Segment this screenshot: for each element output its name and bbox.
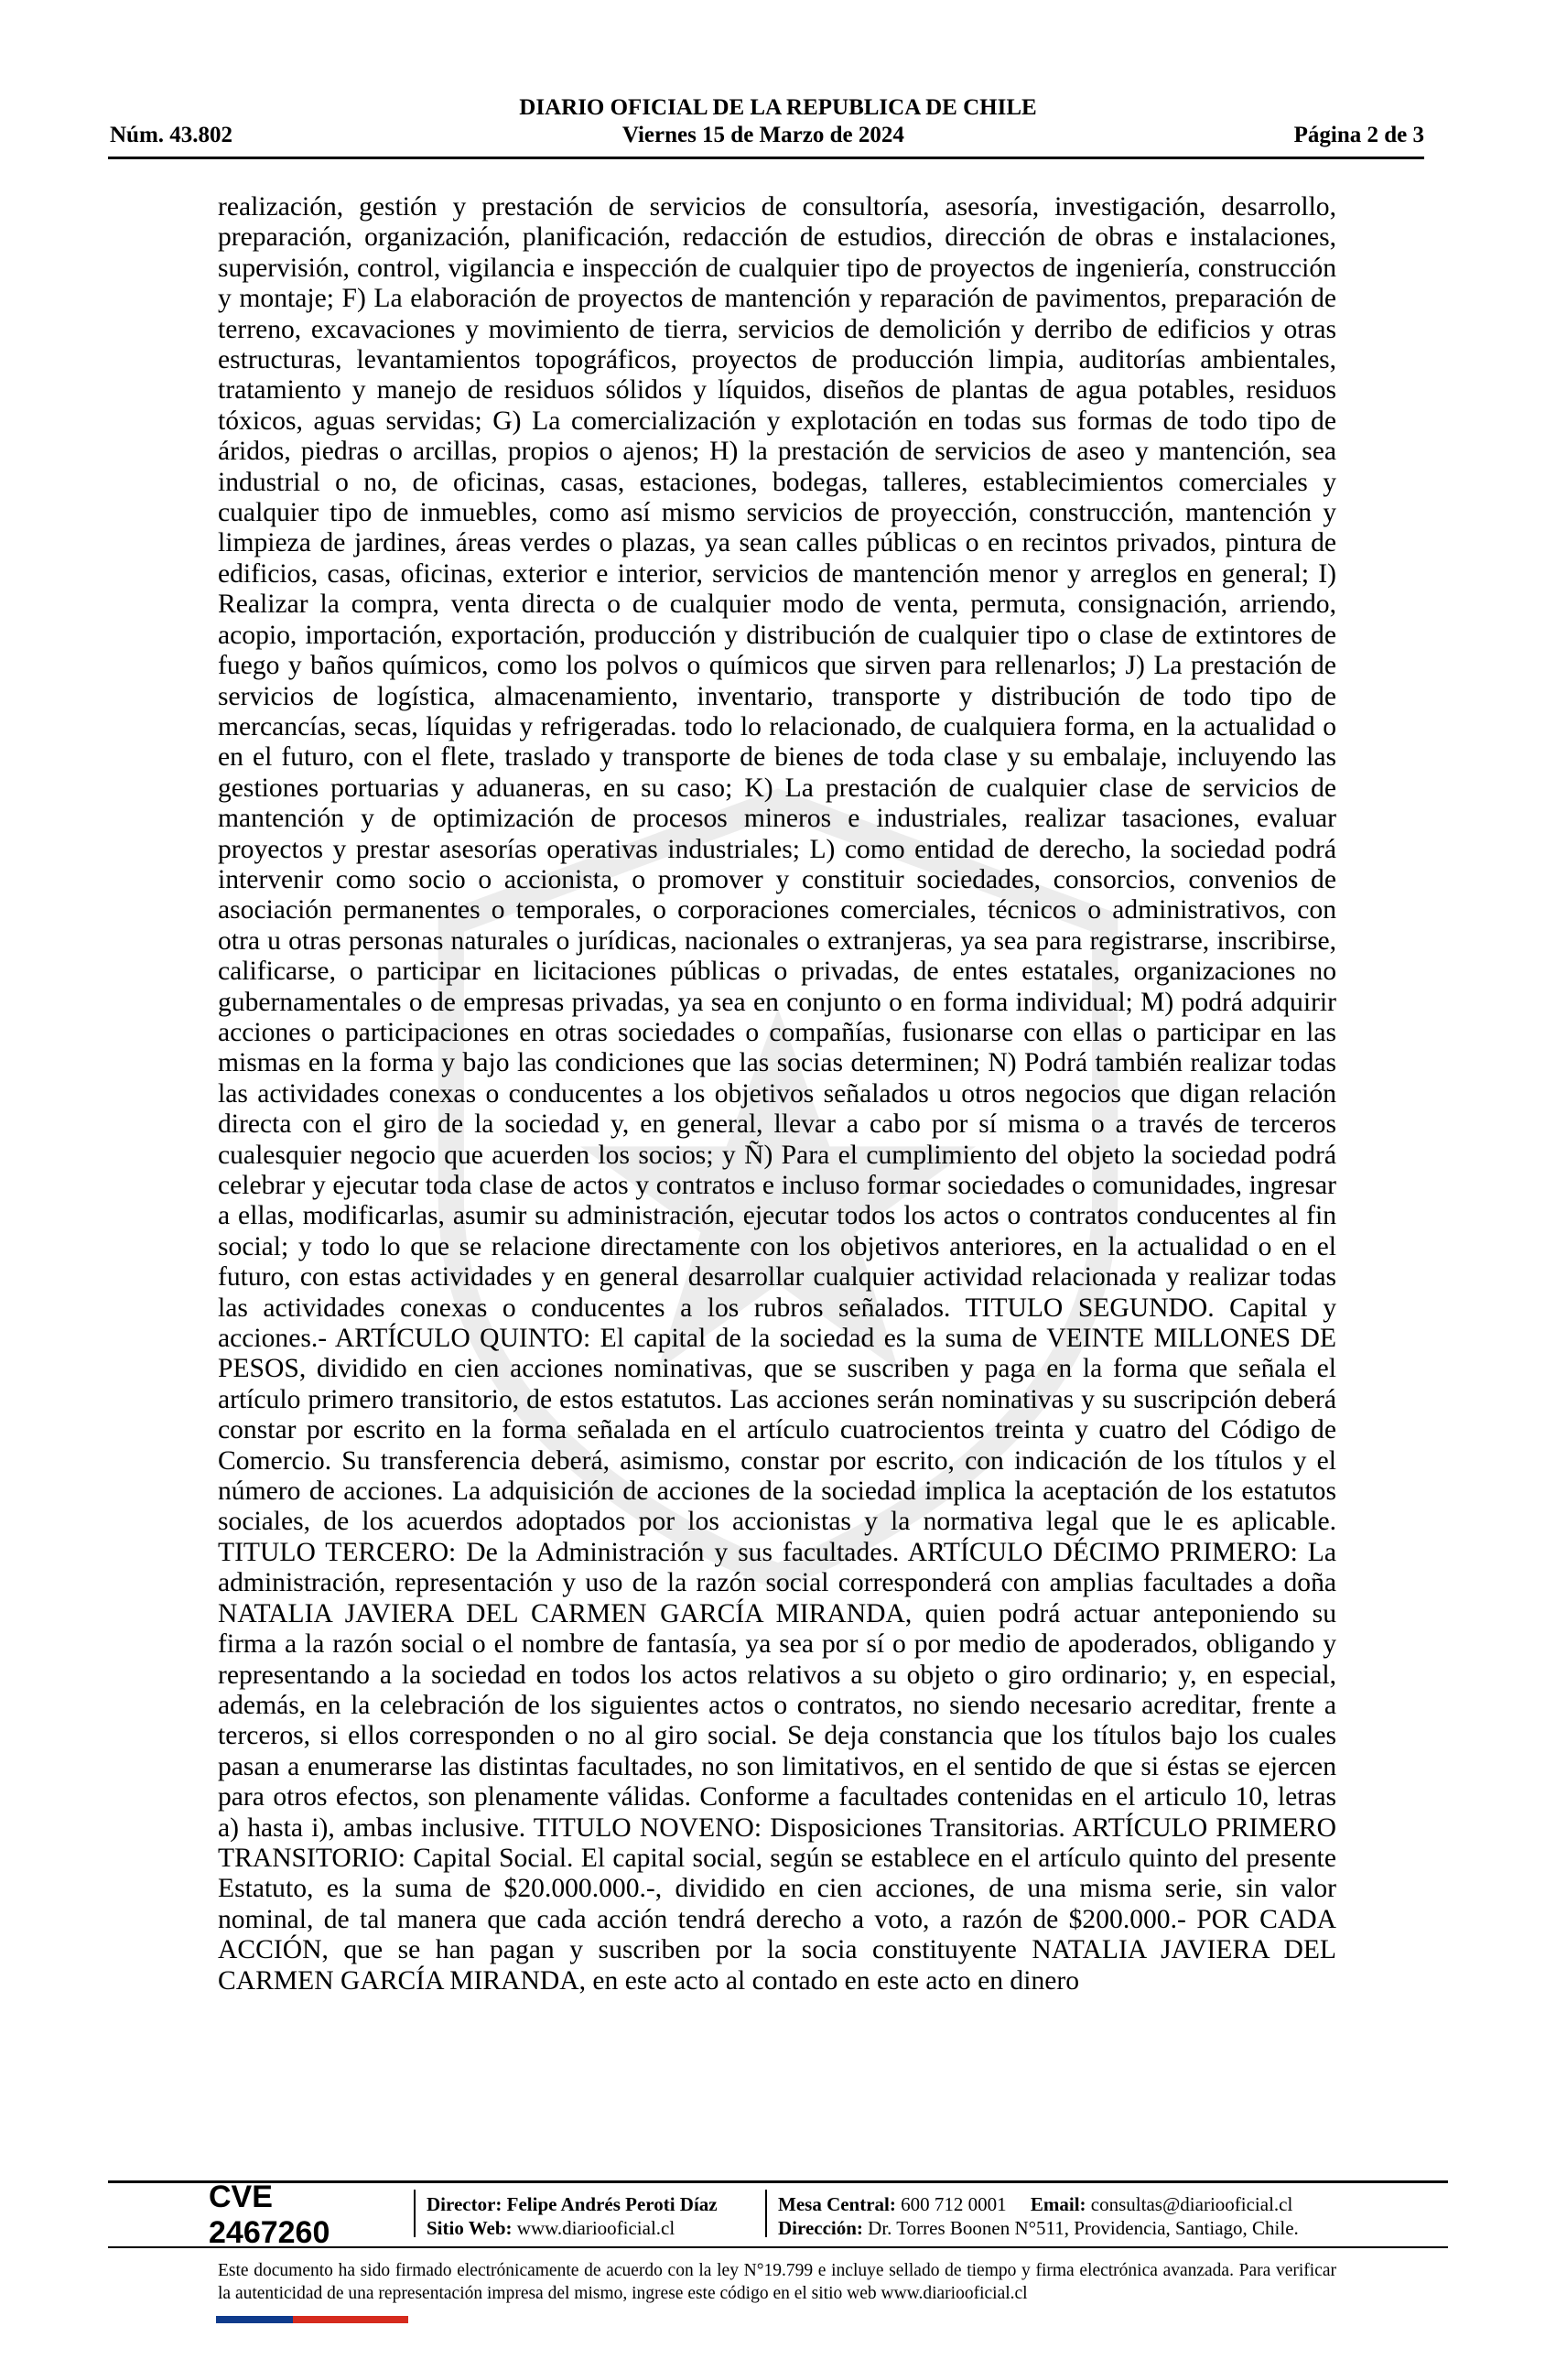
issue-number: Núm. 43.802 <box>110 123 233 147</box>
footer-separator <box>414 2190 416 2237</box>
flag-stripe <box>216 2316 408 2323</box>
email-label: Email: <box>1030 2193 1086 2215</box>
issue-date: Viernes 15 de Marzo de 2024 <box>621 123 904 147</box>
footer-divider-secondary <box>108 2246 1448 2248</box>
signature-disclaimer: Este documento ha sido firmado electrónicamente de acuerdo con la ley N°19.799 e incluye sellado de tiempo y firma electrónica avanzada. Para verificar la autenticidad de una representación impresa del mismo, ingrese este código en el sitio web www.diariooficial.cl <box>218 2261 1336 2303</box>
address-line <box>778 2216 1299 2240</box>
flag-red-segment <box>293 2316 408 2323</box>
site-label: Sitio Web: <box>427 2217 513 2239</box>
email-link[interactable]: consultas@diariooficial.cl <box>1090 2193 1293 2215</box>
address-value: Dr. Torres Boonen N°511, Providencia, Santiago, Chile. <box>868 2217 1299 2239</box>
contact-line <box>778 2192 1299 2216</box>
director-name: Felipe Andrés Peroti Díaz <box>506 2193 718 2215</box>
gazette-title: DIARIO OFICIAL DE LA REPUBLICA DE CHILE <box>519 95 1037 120</box>
site-line <box>427 2216 718 2240</box>
flag-blue-segment <box>216 2316 293 2323</box>
document-body: realización, gestión y prestación de servicios de consultoría, asesoría, investigación, desarrollo, preparación, organización, planificación, redacción de estudios, dirección de obras e instalaciones, supervisión, control, vigilancia e inspección de cualquier tipo de proyectos de ingeniería, construcción y montaje; F) La elaboración de proyectos de mantención y reparación de pavimentos, preparación de terreno, excavaciones y movimiento de tierra, servicios de demolición y derribo de edificios y otras estructuras, levantamientos topográficos, proyectos de producción limpia, auditorías ambientales, tratamiento y manejo de residuos sólidos y líquidos, diseños de plantas de agua potables, residuos tóxicos, aguas servidas; G) La comercialización y explotación en todas sus formas de todo tipo de áridos, piedras o arcillas, propios o ajenos; H) la prestación de servicios de aseo y mantención, sea industrial o no, de oficinas, casas, estaciones, bodegas, talleres, establecimientos comerciales y cualquier tipo de inmuebles, como así mismo servicios de proyección, construcción, mantención y limpieza de jardines, áreas verdes o plazas, ya sean calles públicas o en recintos privados, pintura de edificios, casas, oficinas, exterior e interior, servicios de mantención menor y arreglos en general; I) Realizar la compra, venta directa o de cualquier modo de venta, permuta, consignación, arriendo, acopio, importación, exportación, producción y distribución de cualquier tipo o clase de extintores de fuego y baños químicos, como los polvos o químicos que sirven para rellenarlos; J) La prestación de servicios de logística, almacenamiento, inventario, transporte y distribución de todo tipo de mercancías, secas, líquidas y refrigeradas. todo lo relacionado, de cualquiera forma, en la actualidad o en el futuro, con el flete, traslado y transporte de bienes de toda clase y su embalaje, incluyendo las gestiones portuarias y aduaneras, en su caso; K) La prestación de cualquier clase de servicios de mantención y de optimización de procesos mineros e industriales, realizar tasaciones, evaluar proyectos y prestar asesorías operativas industriales; L) como entidad de derecho, la sociedad podrá intervenir como socio o accionista, o promover y constituir sociedades, consorcios, convenios de asociación permanentes o temporales, o corporaciones comerciales, técnicos o administrativos, con otra u otras personas naturales o jurídicas, nacionales o extranjeras, ya sea para registrarse, inscribirse, calificarse, o participar en licitaciones públicas o privadas, de entes estatales, organizaciones no gubernamentales o de empresas privadas, ya sea en conjunto o en forma individual; M) podrá adquirir acciones o participaciones en otras sociedades o compañías, fusionarse con ellas o participar en las mismas en la forma y bajo las condiciones que las socias determinen; N) Podrá también realizar todas las actividades conexas o conducentes a los objetivos señalados u otros negocios que digan relación directa con el giro de la sociedad y, en general, llevar a cabo por sí misma o a través de terceros cualesquier negocio que acuerden los socios; y Ñ) Para el cumplimiento del objeto la sociedad podrá celebrar y ejecutar toda clase de actos y contratos e incluso formar sociedades o comunidades, ingresar a ellas, modificarlas, asumir su administración, ejecutar todos los actos o contratos conducentes al fin social; y todo lo que se relacione directamente con los objetivos anteriores, en la actualidad o en el futuro, con estas actividades y en general desarrollar cualquier actividad relacionada y realizar todas las actividades conexas o conducentes a los rubros señalados. TITULO SEGUNDO. Capital y acciones.- ARTÍCULO QUINTO: El capital de la sociedad es la suma de VEINTE MILLONES DE PESOS, dividido en cien acciones nominativas, que se suscriben y paga en la forma que señala el artículo primero transitorio, de estos estatutos. Las acciones serán nominativas y su suscripción deberá constar por escrito en la forma señalada en el artículo cuatrocientos treinta y cuatro del Código de Comercio. Su transferencia deberá, asimismo, constar por escrito, con indicación de los títulos y el número de acciones. La adquisición de acciones de la sociedad implica la aceptación de los estatutos sociales, de los acuerdos adoptados por los accionistas y la normativa legal que le es aplicable. TITULO TERCERO: De la Administración y sus facultades. ARTÍCULO DÉCIMO PRIMERO: La administración, representación y uso de la razón social corresponderá con amplias facultades a doña NATALIA JAVIERA DEL CARMEN GARCÍA MIRANDA, quien podrá actuar anteponiendo su firma a la razón social o el nombre de fantasía, ya sea por sí o por medio de apoderados, obligando y representando a la sociedad en todos los actos relativos a su objeto o giro ordinario; y, en especial, además, en la celebración de los siguientes actos o contratos, no siendo necesario acreditar, frente a terceros, si ellos corresponden o no al giro social. Se deja constancia que los títulos bajo los cuales pasan a enumerarse las distintas facultades, no son limitativos, en el sentido de que si éstas se ejercen para otros efectos, son plenamente válidas. Conforme a facultades contenidas en el articulo 10, letras a) hasta i), ambas inclusive. TITULO NOVENO: Disposiciones Transitorias. ARTÍCULO PRIMERO TRANSITORIO: Capital Social. El capital social, según se establece en el artículo quinto del presente Estatuto, es la suma de $20.000.000.-, dividido en cien acciones, de una misma serie, sin valor nominal, de tal manera que cada acción tendrá derecho a voto, a razón de $200.000.- POR CADA ACCIÓN, que se han pagan y suscriben por la socia constituyente NATALIA JAVIERA DEL CARMEN GARCÍA MIRANDA, en este acto al contado en este acto en dinero <box>218 192 1336 1996</box>
address-label: Dirección: <box>778 2217 863 2239</box>
page-indicator: Página 2 de 3 <box>1293 123 1424 147</box>
header-divider <box>108 157 1424 159</box>
cve-code: CVE 2467260 <box>209 2180 330 2250</box>
site-link[interactable]: www.diariooficial.cl <box>516 2217 675 2239</box>
footer-director-block <box>427 2192 718 2240</box>
header-row <box>110 123 1424 148</box>
director-line <box>427 2192 718 2216</box>
mesa-value: 600 712 0001 <box>901 2193 1007 2215</box>
footer-separator <box>765 2190 767 2237</box>
mesa-label: Mesa Central: <box>778 2193 896 2215</box>
footer-contact-block <box>778 2192 1299 2240</box>
director-label: Director: <box>427 2193 502 2215</box>
